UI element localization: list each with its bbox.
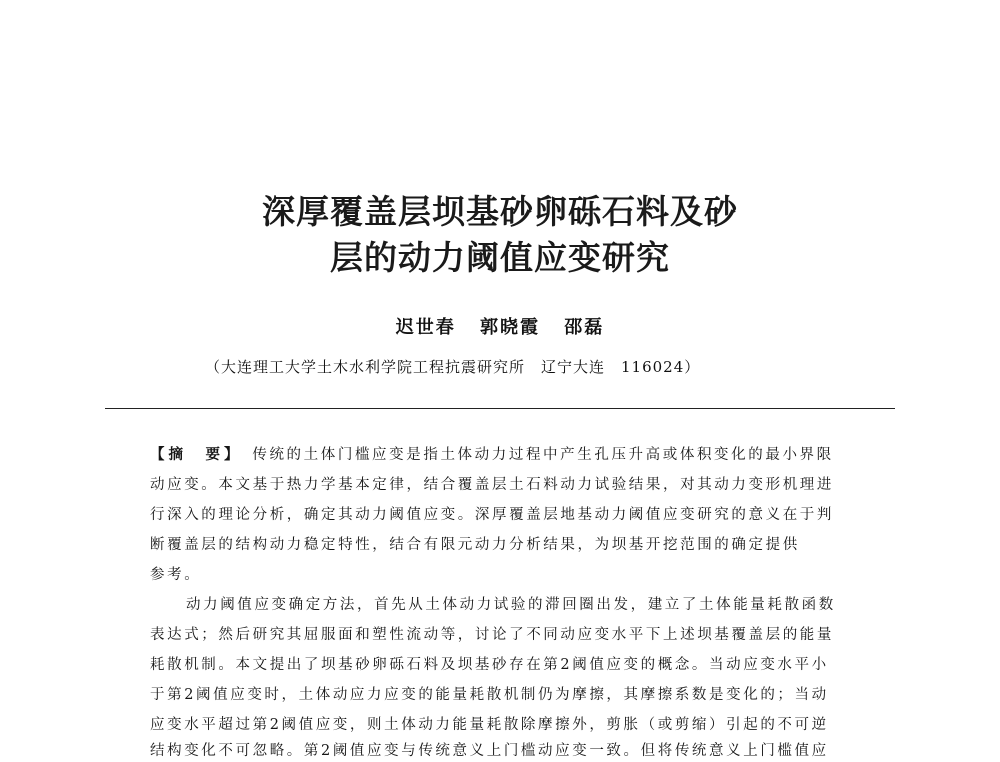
abstract-line-1 — [150, 444, 834, 466]
abstract-line-8: 耗散机制。本文提出了坝基砂卵砾石料及坝基砂存在第2阈值应变的概念。当动应变水平小 — [150, 657, 829, 673]
abstract-line-3: 行深入的理论分析，确定其动力阈值应变。深厚覆盖层地基动力阈值应变研究的意义在于判 — [150, 507, 834, 523]
paper-title-line-2: 层的动力阈值应变研究 — [330, 238, 670, 277]
abstract-line-6: 动力阈值应变确定方法，首先从土体动力试验的滞回圈出发，建立了土体能量耗散函数 — [186, 597, 836, 613]
abstract-line-7: 表达式；然后研究其屈服面和塑性流动等，讨论了不同动应变水平下上述坝基覆盖层的能量 — [150, 627, 834, 643]
abstract-line-2: 动应变。本文基于热力学基本定律，结合覆盖层土石料动力试验结果，对其动力变形机理进 — [150, 477, 834, 493]
affiliation: （大连理工大学土木水利学院工程抗震研究所 辽宁大连 116024） — [205, 358, 701, 376]
header-divider — [105, 408, 895, 409]
paper-title-line-1: 深厚覆盖层坝基砂卵砾石料及砂 — [262, 192, 738, 231]
abstract-line-9: 于第2阈值应变时，土体动应力应变的能量耗散机制仍为摩擦，其摩擦系数是变化的；当动 — [150, 687, 829, 703]
abstract-line-10: 应变水平超过第2阈值应变，则土体动力能量耗散除摩擦外，剪胀（或剪缩）引起的不可逆 — [150, 717, 829, 733]
abstract-line-5: 参考。 — [150, 567, 202, 583]
abstract-line-4: 断覆盖层的结构动力稳定特性，结合有限元动力分析结果，为坝基开挖范围的确定提供 — [150, 537, 800, 553]
abstract-line-1-text: 传统的土体门槛应变是指土体动力过程中产生孔压升高或体积变化的最小界限 — [252, 447, 834, 463]
abstract-label: 【摘 要】 — [150, 446, 236, 463]
authors: 迟世春 郭晓霞 邵磊 — [395, 317, 605, 338]
abstract-line-11: 结构变化不可忽略。第2阈值应变与传统意义上门槛动应变一致。但将传统意义上门槛值应 — [150, 743, 829, 759]
